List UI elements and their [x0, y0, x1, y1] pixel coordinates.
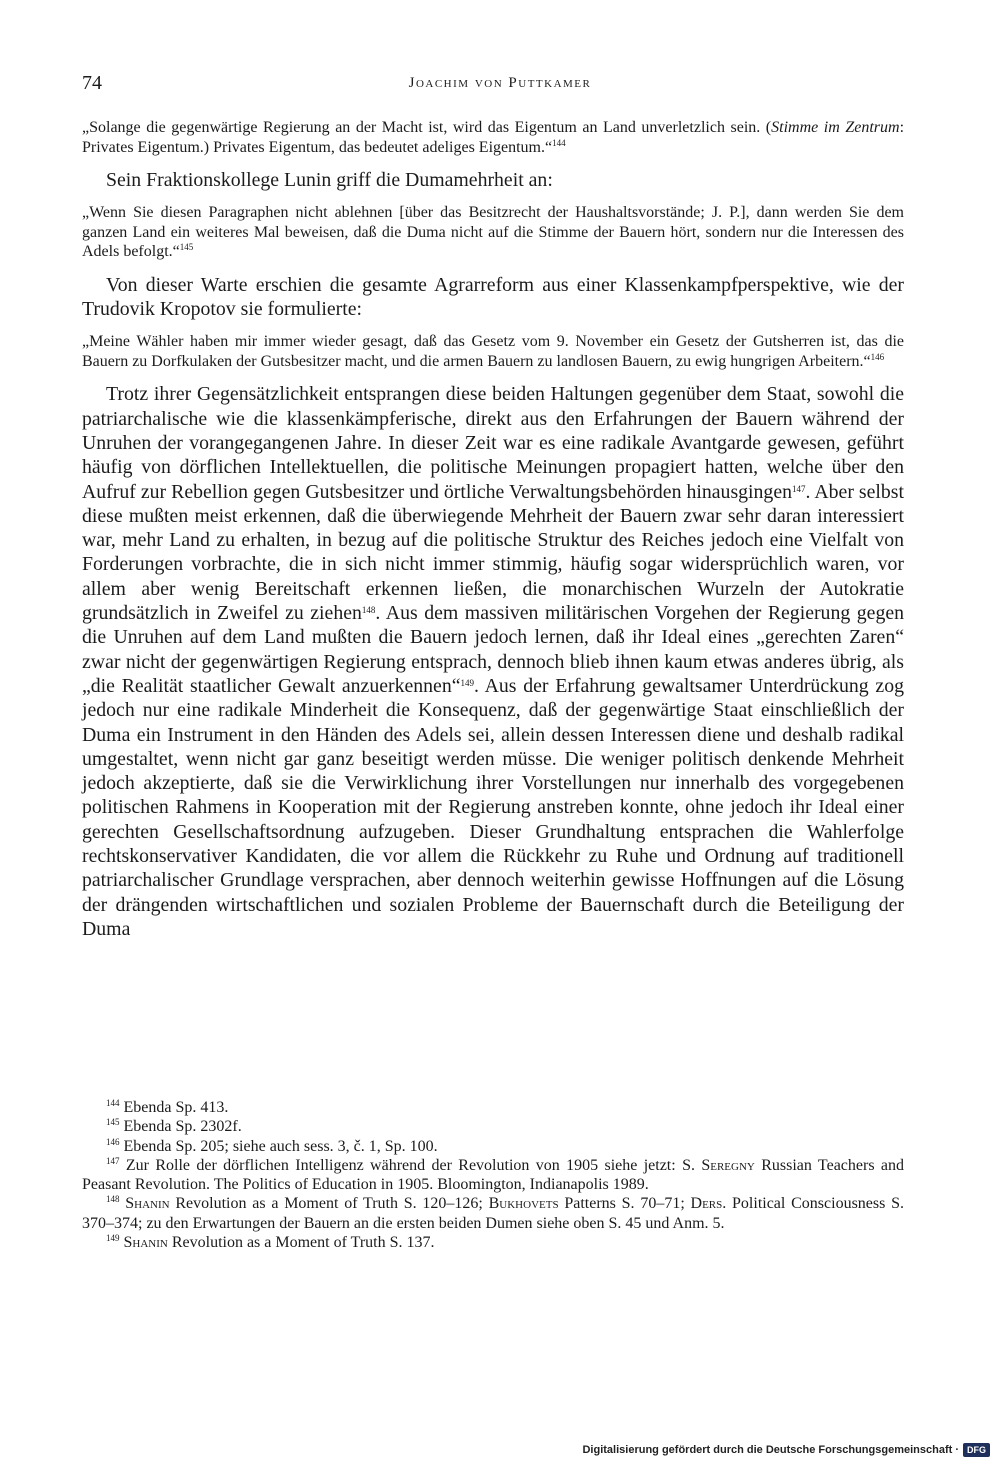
author-name: Shanin	[123, 1234, 168, 1252]
running-head: Joachim von Puttkamer	[408, 75, 592, 91]
footnote-number: 149	[106, 1233, 120, 1244]
block-quote	[82, 118, 904, 157]
footnote	[82, 1098, 904, 1117]
paragraph	[82, 382, 904, 941]
footnotes	[82, 1098, 904, 1252]
quote-italic: Stimme im Zentrum	[771, 119, 900, 136]
footnote-ref[interactable]: 147	[791, 483, 806, 494]
footnote-text: Zur Rolle der dörflichen Intelligenz während der Revolution von 1905 siehe jetzt:	[125, 1156, 683, 1174]
footnote-ref[interactable]: 149	[460, 677, 474, 688]
footnote-text: Revolution as a Moment of Truth S. 120–126;	[169, 1195, 489, 1213]
footnote-ref[interactable]: 146	[870, 351, 885, 362]
digitization-credit	[582, 1443, 990, 1457]
quote-text: : Privates Eigentum.) Privates Eigentum, das bedeutet adeliges Eigentum.“	[82, 119, 905, 156]
footnote-ref[interactable]: 144	[552, 137, 566, 148]
quote-text: „Solange die gegenwärtige Regierung an der Macht ist, wird das Eigentum an Land unverletzlich sein. (	[82, 119, 772, 136]
quote-text: „Wenn Sie diesen Paragraphen nicht ablehnen [über das Besitzrecht der Haushaltsvorstände; J. P.], dann werden Sie dem ganzen Land ein weiteres Mal beweisen, daß die Duma nicht auf die Stimme der Bauern hört, sondern nur die Interessen des Adels befolgt.“	[82, 204, 904, 261]
footnote	[82, 1156, 904, 1195]
paragraph: Sein Fraktionskollege Lunin griff die Dumamehrheit an:	[106, 169, 553, 191]
author-name: Bukhovets	[488, 1195, 559, 1213]
main-text	[82, 118, 904, 941]
page-number: 74	[82, 72, 102, 94]
footnote-number: 146	[106, 1136, 120, 1147]
block-quote	[82, 332, 904, 371]
author-name: Ders.	[690, 1195, 727, 1213]
quote-text: „Meine Wähler haben mir immer wieder gesagt, daß das Gesetz vom 9. November ein Gesetz der Gutsherren ist, das die Bauern zu Dorfkulaken der Gutsbesitzer macht, und die armen Bauern zu landlosen Bauern, zu ewig hungrigen Arbeitern.“	[82, 333, 904, 370]
block-quote	[82, 203, 904, 262]
footnote-text: Patterns S. 70–71;	[558, 1195, 691, 1213]
footnote-text: Ebenda Sp. 205; siehe auch sess. 3, č. 1, Sp. 100.	[123, 1137, 438, 1155]
footnote-text: Russian Teachers and Peasant Revolution. The Politics of Education in 1905. Bloomington, Indianapolis 1989.	[82, 1156, 905, 1194]
credit-text: Digitalisierung gefördert durch die Deutsche Forschungsgemeinschaft ·	[582, 1444, 959, 1456]
paragraph: Von dieser Warte erschien die gesamte Agrarreform aus einer Klassenkampfperspektive, wie der Trudovik Kropotov sie formulierte:	[82, 273, 904, 321]
footnote-text: Political Consciousness S. 370–374; zu den Erwartungen der Bauern an die ersten beiden Dumen siehe oben S. 45 und Anm. 5.	[82, 1195, 905, 1232]
author-name: S. Seregny	[682, 1156, 755, 1174]
footnote-text: Revolution as a Moment of Truth S. 137.	[167, 1234, 435, 1252]
paragraph-text: . Aber selbst diese mußten meist erkennen, daß die überwiegende Mehrheit der Bauern zwar sehr daran interessiert war, mehr Land zu erhalten, in bezug auf die politische Struktur des Reiches jedoch eine Vielfalt von Forderungen vorbrachte, die in sich nicht immer stimmig, häufig sogar widersprüchlich waren, vor allem aber wenig Bereitschaft erkennen ließen, die monarchischen Wurzeln der Autokratie grundsätzlich in Zweifel zu ziehen	[82, 480, 904, 625]
footnote	[82, 1194, 904, 1233]
footnote	[82, 1117, 904, 1136]
footnote-text: Ebenda Sp. 413.	[123, 1099, 229, 1116]
footnote-number: 148	[106, 1194, 120, 1205]
paragraph-text: . Aus dem massiven militärischen Vorgehen der Regierung gegen die Unruhen auf dem Land mußten die Bauern jedoch lernen, daß ihr Ideal eines „gerechten Zaren“ zwar nicht der gegenwärtigen Regierung entsprach, dennoch blieb ihnen kaum etwas anderes übrig, als „die Realität staatlicher Gewalt anzuerkennen“	[82, 602, 905, 697]
footnote-text: Ebenda Sp. 2302f.	[123, 1118, 242, 1136]
footnote-ref[interactable]: 148	[361, 605, 376, 616]
footnote-number: 144	[106, 1098, 120, 1108]
footnote-ref[interactable]: 145	[179, 242, 194, 253]
footnote-number: 145	[106, 1117, 120, 1128]
paragraph-text: Trotz ihrer Gegensätzlichkeit entsprangen diese beiden Haltungen gegenüber dem Staat, sowohl die patriarchalische wie die klassenkämpferische, direkt aus den Erfahrungen der Bauern während der Unruhen der vorangegangenen Jahre. In dieser Zeit war es eine radikale Avantgarde gewesen, geführt häufig von dörflichen Intellektuellen, die politische Meinungen propagiert hatten, welche über den Aufruf zur Rebellion gegen Gutsbesitzer und örtliche Verwaltungsbehörden hinausgingen	[82, 383, 904, 503]
footnote	[82, 1137, 904, 1156]
paragraph-text: . Aus der Erfahrung gewaltsamer Unterdrückung zog jedoch nur eine radikale Minderheit die Konsequenz, daß der gegenwärtige Staat einschließlich der Duma ein Instrument in den Händen des Adels sei, allein dessen Interessen diene und deshalb radikal umgestaltet, wenn nicht gar ganz beseitigt werden müsse. Die weniger politisch denkende Mehrheit jedoch akzeptierte, daß sie die Verwirklichung ihrer Vorstellungen nur innerhalb des vorgegebenen politischen Rahmens in Kooperation mit der Regierung anstreben konnte, ohne jedoch ihr Ideal einer gerechten Gesellschaftsordnung aufzugeben. Dieser Grundhaltung entsprachen die Wahlerfolge rechtskonservativer Kandidaten, die vor allem die Rückkehr zu Ruhe und Ordnung auf traditionell patriarchalischer Grundlage versprachen, aber dennoch weiterhin gewisse Hoffnungen auf die Lösung der drängenden wirtschaftlichen und sozialen Probleme der Bauernschaft durch die Beteiligung der Duma	[82, 674, 904, 940]
author-name: Shanin	[125, 1195, 170, 1213]
footnote-number: 147	[106, 1155, 120, 1166]
dfg-logo: DFG	[963, 1443, 990, 1457]
footnote	[82, 1233, 904, 1252]
